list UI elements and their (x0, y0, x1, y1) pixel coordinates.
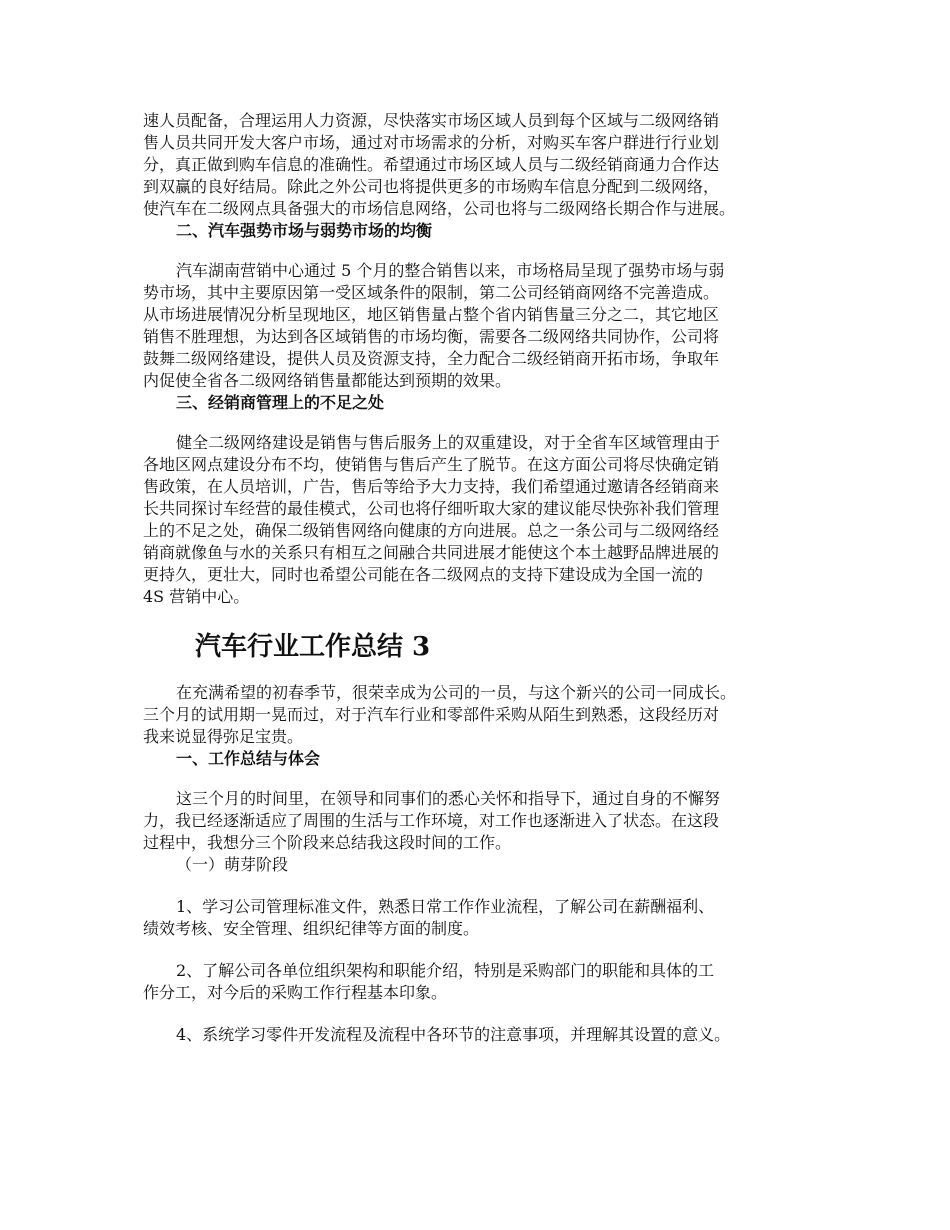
list-item (143, 896, 823, 940)
text-line: 4、系统学习零件开发流程及流程中各环节的注意事项，并理解其设置的意义。 (176, 1025, 731, 1044)
paragraph-section-3 (143, 432, 823, 608)
text-line: 更持久，更壮大，同时也希望公司能在各二级网点的支持下建设成为全国一流的 (143, 565, 704, 584)
list-item (143, 960, 823, 1004)
text-line: 使汽车在二级网点具备强大的市场信息网络，公司也将与二级网络长期合作与进展。 (143, 199, 736, 218)
list-item (143, 1024, 823, 1046)
text-line: 绩效考核、安全管理、组织纪律等方面的制度。 (143, 919, 480, 938)
text-line: 作分工，对今后的采购工作行程基本印象。 (143, 983, 448, 1002)
text-line: 力，我已经逐渐适应了周围的生活与工作环境，对工作也逐渐进入了状态。在这段 (143, 811, 720, 830)
text-line: 销商就像鱼与水的关系只有相互之间融合共同进展才能使这个本土越野品牌进展的 (143, 543, 720, 562)
text-line: 鼓舞二级网络建设，提供人员及资源支持，全力配合二级经销商开拓市场，争取年 (143, 349, 720, 368)
text-line: 售人员共同开发大客户市场，通过对市场需求的分析，对购买车客户群进行行业划 (143, 133, 720, 152)
text-line: 速人员配备，合理运用人力资源，尽快落实市场区域人员到每个区域与二级网络销 (143, 111, 720, 130)
text-line: 2、了解公司各单位组织架构和职能介绍，特别是采购部门的职能和具体的工 (176, 961, 715, 980)
text-line: 到双赢的良好结局。除此之外公司也将提供更多的市场购车信息分配到二级网络， (143, 177, 720, 196)
text-line: 各地区网点建设分布不均，使销售与售后产生了脱节。在这方面公司将尽快确定销 (143, 455, 720, 474)
paragraph-continued (143, 110, 823, 220)
text-line: 上的不足之处，确保二级销售网络向健康的方向进展。总之一条公司与二级网络经 (143, 521, 720, 540)
paragraph-part1 (143, 788, 823, 854)
section-heading-2: 二、汽车强势市场与弱势市场的均衡 (176, 221, 433, 240)
text-line: 汽车湖南营销中心通过 5 个月的整合销售以来，市场格局呈现了强势市场与弱 (176, 261, 725, 280)
text-line: 三个月的试用期一晃而过，对于汽车行业和零部件采购从陌生到熟悉，这段经历对 (143, 705, 720, 724)
text-line: 过程中，我想分三个阶段来总结我这段时间的工作。 (143, 833, 512, 852)
text-line: 长共同探讨车经营的最佳模式，公司也将仔细听取大家的建议能尽快弥补我们管理 (143, 499, 720, 518)
document-title: 汽车行业工作总结 3 (195, 632, 431, 662)
text-line: 销售不胜理想，为达到各区域销售的市场均衡，需要各二级网络共同协作，公司将 (143, 327, 720, 346)
stage-heading: （一）萌芽阶段 (176, 855, 289, 874)
text-line: 分，真正做到购车信息的准确性。希望通过市场区域人员与二级经销商通力合作达 (143, 155, 720, 174)
paragraph-section-2 (143, 260, 823, 392)
section-heading-part1: 一、工作总结与体会 (176, 749, 321, 768)
text-line: 健全二级网络建设是销售与售后服务上的双重建设，对于全省车区域管理由于 (176, 433, 721, 452)
text-line: 内促使全省各二级网络销售量都能达到预期的效果。 (143, 371, 512, 390)
text-line: 在充满希望的初春季节，很荣幸成为公司的一员，与这个新兴的公司一同成长。 (176, 683, 737, 702)
text-line: 势市场，其中主要原因第一受区域条件的限制，第二公司经销商网络不完善造成。 (143, 283, 720, 302)
paragraph-intro (143, 682, 823, 748)
text-line: 我来说显得弥足宝贵。 (143, 727, 304, 746)
text-line: 从市场进展情况分析呈现地区，地区销售量占整个省内销售量三分之二，其它地区 (143, 305, 720, 324)
text-line: 这三个月的时间里，在领导和同事们的悉心关怀和指导下，通过自身的不懈努 (176, 789, 721, 808)
section-heading-3: 三、经销商管理上的不足之处 (176, 393, 385, 412)
text-line: 售政策，在人员培训，广告，售后等给予大力支持，我们希望通过邀请各经销商来 (143, 477, 720, 496)
document-page (143, 110, 823, 1046)
text-line: 1、学习公司管理标准文件，熟悉日常工作作业流程，了解公司在薪酬福利、 (176, 897, 715, 916)
text-line: 4S 营销中心。 (143, 587, 250, 606)
